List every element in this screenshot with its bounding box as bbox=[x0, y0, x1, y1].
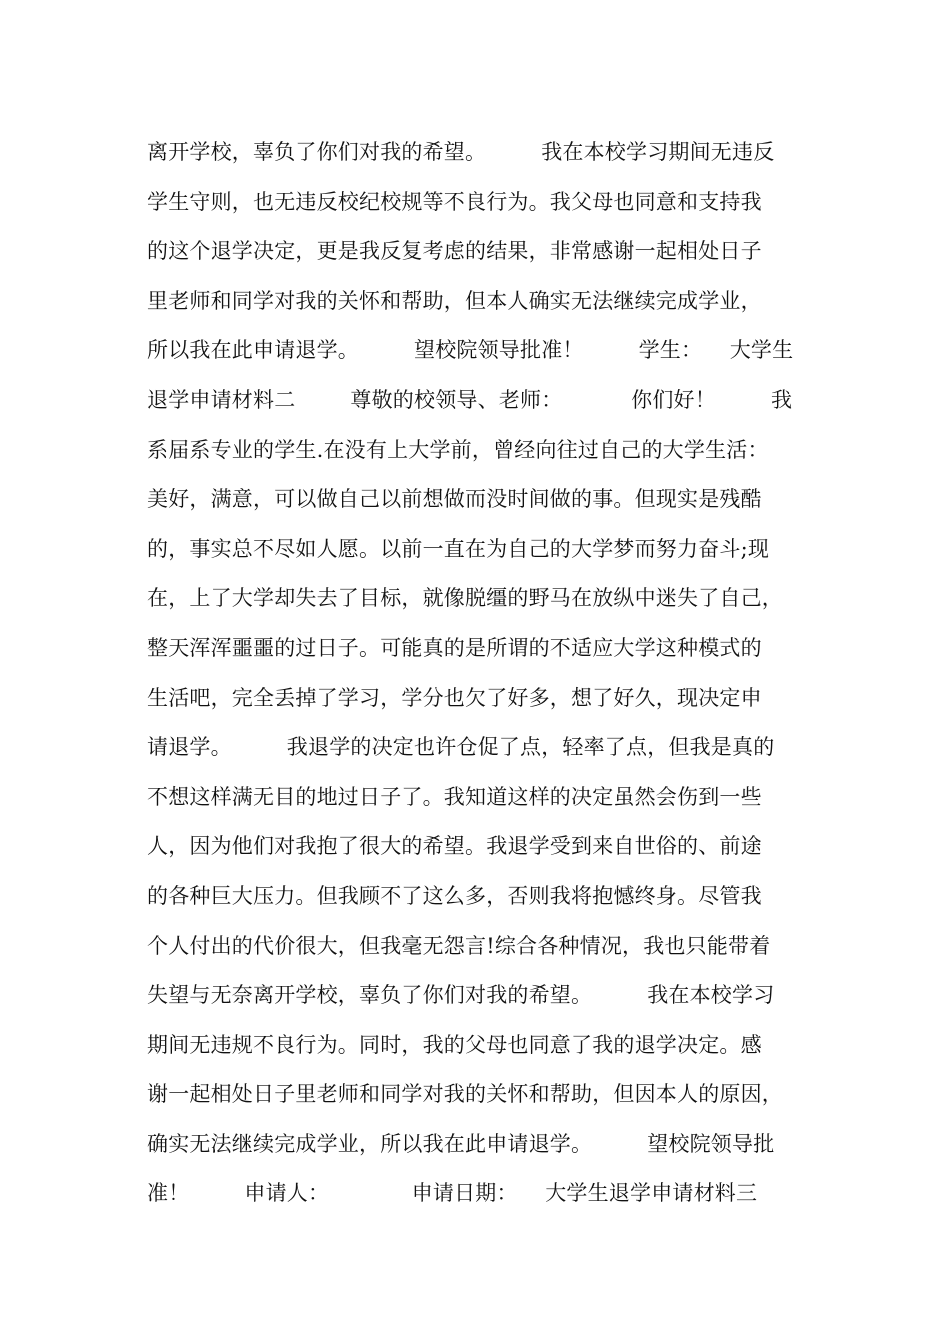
text-line: 的这个退学决定，更是我反复考虑的结果，非常感谢一起相处日子 bbox=[147, 239, 762, 264]
text-line: 离开学校，辜负了你们对我的希望。 我在本校学习期间无违反 bbox=[147, 140, 775, 164]
text-line: 人，因为他们对我抱了很大的希望。我退学受到来自世俗的、前途 bbox=[147, 834, 762, 859]
text-line: 失望与无奈离开学校，辜负了你们对我的希望。 我在本校学习 bbox=[147, 983, 775, 1008]
text-line: 里老师和同学对我的关怀和帮助，但本人确实无法继续完成学业， bbox=[147, 288, 762, 313]
text-line: 准！ 申请人： 申请日期： 大学生退学申请材料三 bbox=[147, 1181, 758, 1206]
text-line: 在，上了大学却失去了目标，就像脱缰的野马在放纵中迷失了自己， bbox=[147, 586, 783, 611]
text-line: 不想这样满无目的地过日子了。我知道这样的决定虽然会伤到一些 bbox=[147, 784, 762, 809]
text-line: 确实无法继续完成学业，所以我在此申请退学。 望校院领导批 bbox=[147, 1131, 775, 1156]
text-line: 请退学。 我退学的决定也许仓促了点，轻率了点，但我是真的 bbox=[147, 735, 775, 760]
text-line: 学生守则，也无违反校纪校规等不良行为。我父母也同意和支持我 bbox=[147, 189, 762, 214]
text-line: 退学申请材料二 尊敬的校领导、老师： 你们好！ 我 bbox=[147, 387, 793, 412]
text-line: 系届系专业的学生.在没有上大学前，曾经向往过自己的大学生活： bbox=[147, 437, 769, 462]
text-line: 的，事实总不尽如人愿。以前一直在为自己的大学梦而努力奋斗;现 bbox=[147, 536, 770, 561]
body-text bbox=[147, 128, 807, 1219]
text-line: 个人付出的代价很大，但我毫无怨言!综合各种情况，我也只能带着 bbox=[147, 933, 771, 958]
text-line: 整天浑浑噩噩的过日子。可能真的是所谓的不适应大学这种模式的 bbox=[147, 635, 762, 660]
text-line: 生活吧，完全丢掉了学习，学分也欠了好多，想了好久，现决定申 bbox=[147, 685, 762, 710]
text-line: 谢一起相处日子里老师和同学对我的关怀和帮助，但因本人的原因， bbox=[147, 1082, 783, 1107]
text-line: 的各种巨大压力。但我顾不了这么多，否则我将抱憾终身。尽管我 bbox=[147, 883, 762, 908]
text-line: 所以我在此申请退学。 望校院领导批准！ 学生： 大学生 bbox=[147, 338, 794, 363]
text-line: 美好，满意，可以做自己以前想做而没时间做的事。但现实是残酷 bbox=[147, 487, 762, 512]
text-line: 期间无违规不良行为。同时，我的父母也同意了我的退学决定。感 bbox=[147, 1032, 762, 1057]
